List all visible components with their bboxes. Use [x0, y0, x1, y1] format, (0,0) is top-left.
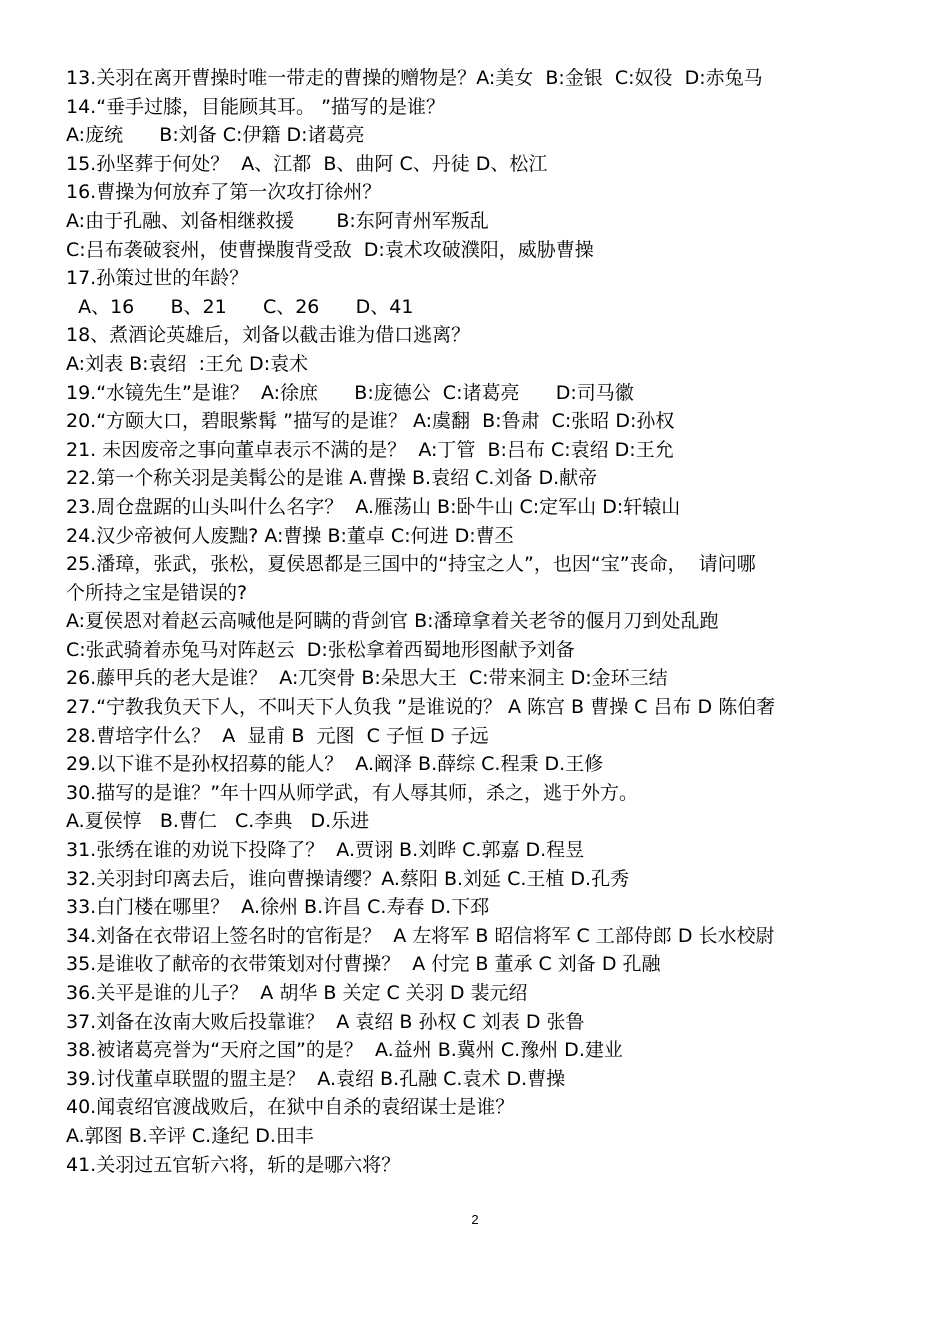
- text-line: 36.关平是谁的儿子？ A 胡华 B 关定 C 关羽 D 裴元绍: [66, 982, 528, 1004]
- text-line: 15.孙坚葬于何处？ A、江都 B、曲阿 C、丹徒 D、松江: [66, 152, 548, 175]
- text-line: 33.白门楼在哪里？ A.徐州 B.许昌 C.寿春 D.下邳: [66, 896, 490, 919]
- text-line: C:吕布袭破衮州，使曹操腹背受敌 D:袁术攻破濮阳，威胁曹操: [66, 238, 594, 261]
- text-line: 24.汉少帝被何人废黜? A:曹操 B:董卓 C:何进 D:曹丕: [66, 524, 514, 547]
- text-line: 16.曹操为何放弃了第一次攻打徐州？: [66, 181, 382, 204]
- text-line: 28.曹培字什么？ A 显甫 B 元图 C 子恒 D 子远: [66, 724, 489, 747]
- text-line: C:张武骑着赤兔马对阵赵云 D:张松拿着西蜀地形图献予刘备: [66, 638, 575, 661]
- text-line: 40.闻袁绍官渡战败后，在狱中自杀的袁绍谋士是谁？: [66, 1096, 515, 1119]
- text-line: A.郭图 B.辛评 C.逢纪 D.田丰: [66, 1124, 314, 1147]
- text-line: 17.孙策过世的年龄？: [66, 267, 249, 290]
- text-line: A、16 B、21 C、26 D、41: [66, 295, 414, 318]
- text-line: A:夏侯恩对着赵云高喊他是阿瞒的背剑官 B:潘璋拿着关老爷的偃月刀到处乱跑: [66, 610, 719, 633]
- text-line: 27.“宁教我负天下人，不叫天下人负我 ”是谁说的？ A 陈宫 B 曹操 C 吕布 D 陈伯奢: [66, 696, 776, 719]
- text-line: 21. 未因废帝之事向董卓表示不满的是？ A:丁管 B:吕布 C:袁绍 D:王允: [66, 438, 674, 461]
- text-line: 30.描写的是谁？”年十四从师学武，有人辱其师，杀之，逃于外方。: [66, 781, 639, 804]
- text-line: 35.是谁收了献帝的衣带策划对付曹操？ A 付完 B 董承 C 刘备 D 孔融: [66, 953, 661, 976]
- text-line: 32.关羽封印离去后，谁向曹操请缨？A.蔡阳 B.刘延 C.王植 D.孔秀: [66, 867, 630, 890]
- text-line: 25.潘璋，张武，张松，夏侯恩都是三国中的“持宝之人”，也因“宝”丧命， 请问哪: [66, 553, 756, 576]
- text-line: 31.张绣在谁的劝说下投降了？ A.贾诩 B.刘晔 C.郭嘉 D.程昱: [66, 839, 585, 862]
- text-line: 13.关羽在离开曹操时唯一带走的曹操的赠物是？A:美女 B:金银 C:奴役 D:赤兔马: [66, 67, 763, 89]
- text-line: 18、煮酒论英雄后，刘备以截击谁为借口逃离？: [66, 324, 471, 347]
- text-line: 29.以下谁不是孙权招募的能人？ A.阚泽 B.薛综 C.程秉 D.王修: [66, 753, 604, 776]
- text-line: 14.“垂手过膝，目能顾其耳。 ”描写的是谁？: [66, 95, 445, 118]
- text-line: A:由于孔融、刘备相继救援 B:东阿青州军叛乱: [66, 209, 489, 232]
- document-body: [66, 64, 866, 1179]
- text-line: 22.第一个称关羽是美髯公的是谁 A.曹操 B.袁绍 C.刘备 D.献帝: [66, 467, 598, 490]
- page-number: 2: [471, 1212, 479, 1227]
- text-line: A.夏侯惇 B.曹仁 C.李典 D.乐进: [66, 810, 370, 833]
- text-line: 39.讨伐董卓联盟的盟主是？ A.袁绍 B.孔融 C.袁术 D.曹操: [66, 1067, 566, 1090]
- text-line: A:庞统 B:刘备 C:伊籍 D:诸葛亮: [66, 124, 365, 147]
- text-line: 26.藤甲兵的老大是谁？ A:兀突骨 B:朵思大王 C:带来洞主 D:金环三结: [66, 667, 668, 690]
- text-line: 23.周仓盘踞的山头叫什么名字？ A.雁荡山 B:卧牛山 C:定军山 D:轩辕山: [66, 495, 681, 518]
- text-line: 19.“水镜先生”是谁？ A:徐庶 B:庞德公 C:诸葛亮 D:司马徽: [66, 381, 634, 404]
- text-line: 38.被诸葛亮誉为“天府之国”的是？ A.益州 B.冀州 C.豫州 D.建业: [66, 1039, 623, 1062]
- text-line: A:刘表 B:袁绍 :王允 D:袁术: [66, 352, 309, 375]
- text-line: 41.关羽过五官斩六将，斩的是哪六将？: [66, 1153, 401, 1176]
- text-line: 34.刘备在衣带诏上签名时的官衔是？ A 左将军 B 昭信将军 C 工部侍郎 D 长水校尉: [66, 924, 775, 947]
- text-line: 37.刘备在汝南大败后投靠谁？ A 袁绍 B 孙权 C 刘表 D 张鲁: [66, 1010, 585, 1033]
- text-line: 20.“方颐大口，碧眼紫髯 ”描写的是谁？ A:虞翻 B:鲁肃 C:张昭 D:孙权: [66, 410, 675, 433]
- text-line: 个所持之宝是错误的?: [66, 581, 248, 604]
